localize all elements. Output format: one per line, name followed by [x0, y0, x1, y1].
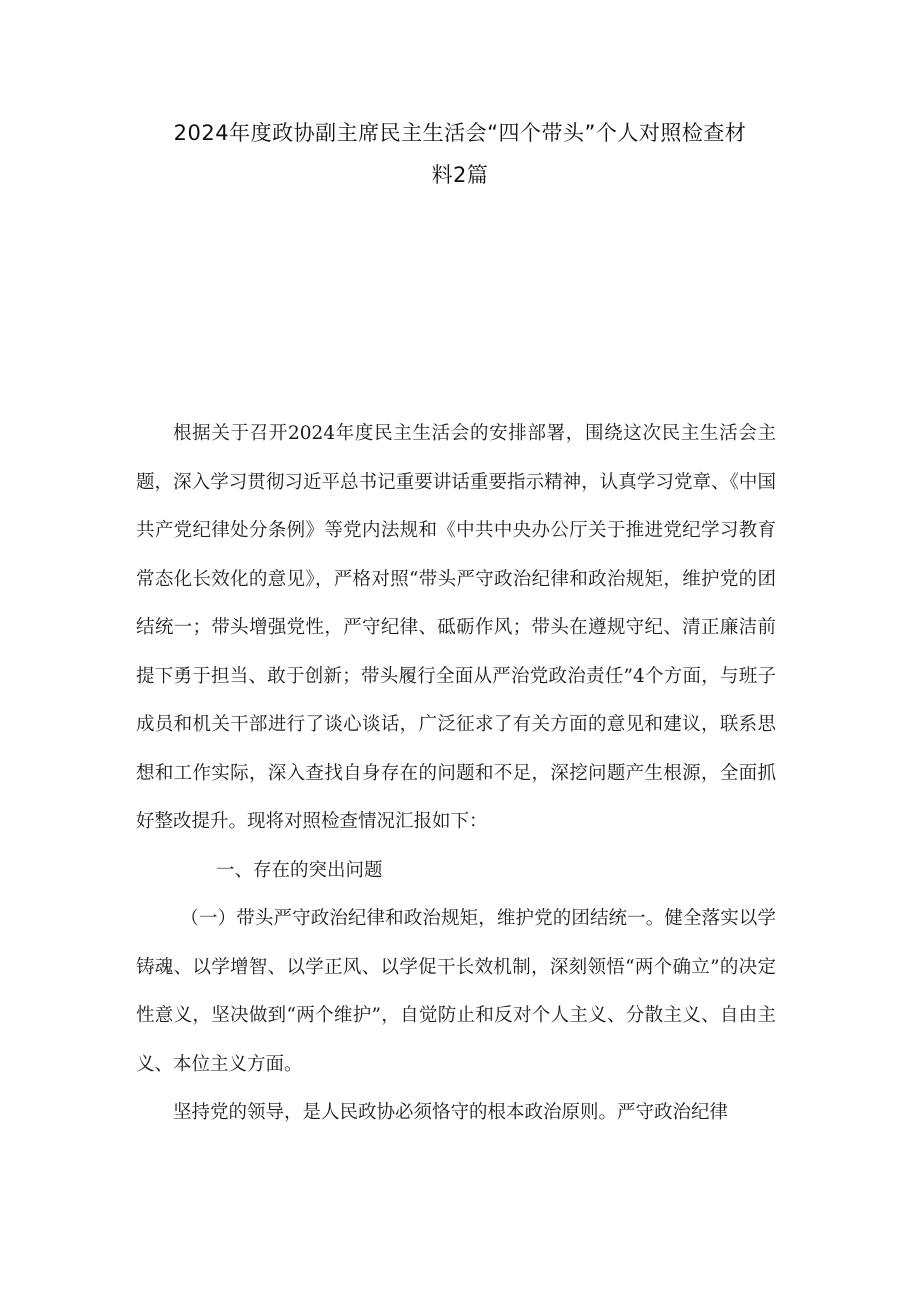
- body-paragraph: 坚持党的领导，是人民政协必须恪守的根本政治原则。严守政治纪律: [173, 1102, 729, 1123]
- intro-paragraph: 根据关于召开2024年度民主生活会的安排部署，围绕这次民主生活会主题，深入学习贯彻习近平总书记重要讲话重要指示精神，认真学习党章、《中国共产党纪律处分条例》等党内法规和《中共中央办公厅关于推进党纪学习教育常态化长效化的意见》，严格对照“带头严守政治纪律和政治规矩，维护党的团结统一；带头增强党性，严守纪律、砥砺作风；带头在遵规守纪、清正廉洁前提下勇于担当、敢于创新；带头履行全面从严治党政治责任”4个方面，与班子成员和机关干部进行了谈心谈话，广泛征求了有关方面的意见和建议，联系思想和工作实际，深入查找自身存在的问题和不足，深挖问题产生根源，全面抓好整改提升。现将对照检查情况汇报如下：: [136, 423, 776, 832]
- title-line-1: 2024年度政协副主席民主生活会“四个带头”个人对照检查材: [173, 121, 747, 145]
- document-title: [120, 112, 800, 196]
- document-body: [136, 410, 776, 1138]
- subsection-paragraph: （一）带头严守政治纪律和政治规矩，维护党的团结统一。健全落实以学铸魂、以学增智、以学正风、以学促干长效机制，深刻领悟“两个确立”的决定性意义，坚决做到“两个维护”，自觉防止和反对个人主义、分散主义、自由主义、本位主义方面。: [136, 908, 776, 1075]
- title-line-2: 料2篇: [431, 163, 489, 187]
- section-heading: 一、存在的突出问题: [216, 859, 383, 881]
